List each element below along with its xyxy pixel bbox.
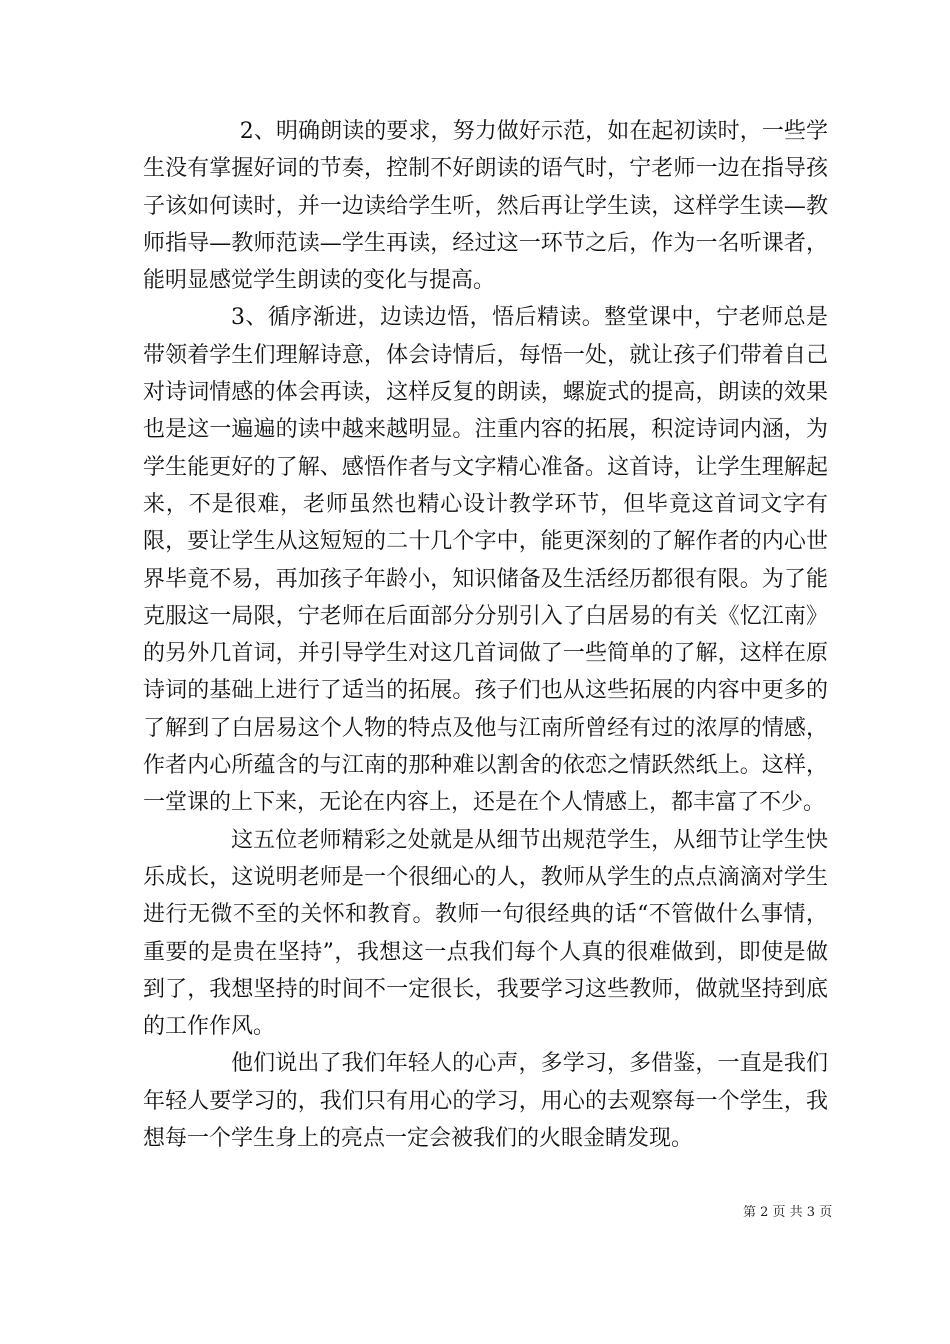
paragraph-young-teachers: 他们说出了我们年轻人的心声，多学习，多借鉴，一直是我们年轻人要学习的，我们只有用心的学习，用心的去观察每一个学生，我想每一个学生身上的亮点一定会被我们的火眼金睛发现。 (143, 1051, 828, 1152)
paragraph-gradual-reading: 3、循序渐进，边读边悟，悟后精读。整堂课中，宁老师总是带领着学生们理解诗意，体会诗情后，每悟一处，就让孩子们带着自己对诗词情感的体会再读，这样反复的朗读，螺旋式的提高，朗读的效果也是这一遍遍的读中越来越明显。注重内容的拓展，积淀诗词内涵，为学生能更好的了解、感悟作者与文字精心准备。这首诗，让学生理解起来，不是很难，老师虽然也精心设计教学环节，但毕竟这首词文字有限，要让学生从这短短的二十几个字中，能更深刻的了解作者的内心世界毕竟不易，再加孩子年龄小，知识储备及生活经历都很有限。为了能克服这一局限，宁老师在后面部分分别引入了白居易的有关《忆江南》的另外几首词，并引导学生对这几首词做了一些简单的了解，这样在原诗词的基础上进行了适当的拓展。孩子们也从这些拓展的内容中更多的了解到了白居易这个人物的特点及他与江南所曾经有过的浓厚的情感，作者内心所蕴含的与江南的那种难以割舍的依恋之情跃然纸上。这样，一堂课的上下来，无论在内容上，还是在个人情感上，都丰富了不少。 (143, 305, 828, 816)
paragraph-reading-requirements: 2、明确朗读的要求，努力做好示范，如在起初读时，一些学生没有掌握好词的节奏，控制不好朗读的语气时，宁老师一边在指导孩子该如何读时，并一边读给学生听，然后再让学生读，这样学生读—教师指导—教师范读—学生再读，经过这一环节之后，作为一名听课者，能明显感觉学生朗读的变化与提高。 (143, 119, 828, 294)
page-number-footer: 第 2 页 共 3 页 (743, 1205, 833, 1220)
paragraph-teacher-details: 这五位老师精彩之处就是从细节出规范学生，从细节让学生快乐成长，这说明老师是一个很细心的人，教师从学生的点点滴滴对学生进行无微不至的关怀和教育。教师一句很经典的话“不管做什么事情，重要的是贵在坚持”，我想这一点我们每个人真的很难做到，即使是做到了，我想坚持的时间不一定很长，我要学习这些教师，做就坚持到底的工作作风。 (143, 827, 828, 1040)
document-body (143, 113, 828, 1157)
